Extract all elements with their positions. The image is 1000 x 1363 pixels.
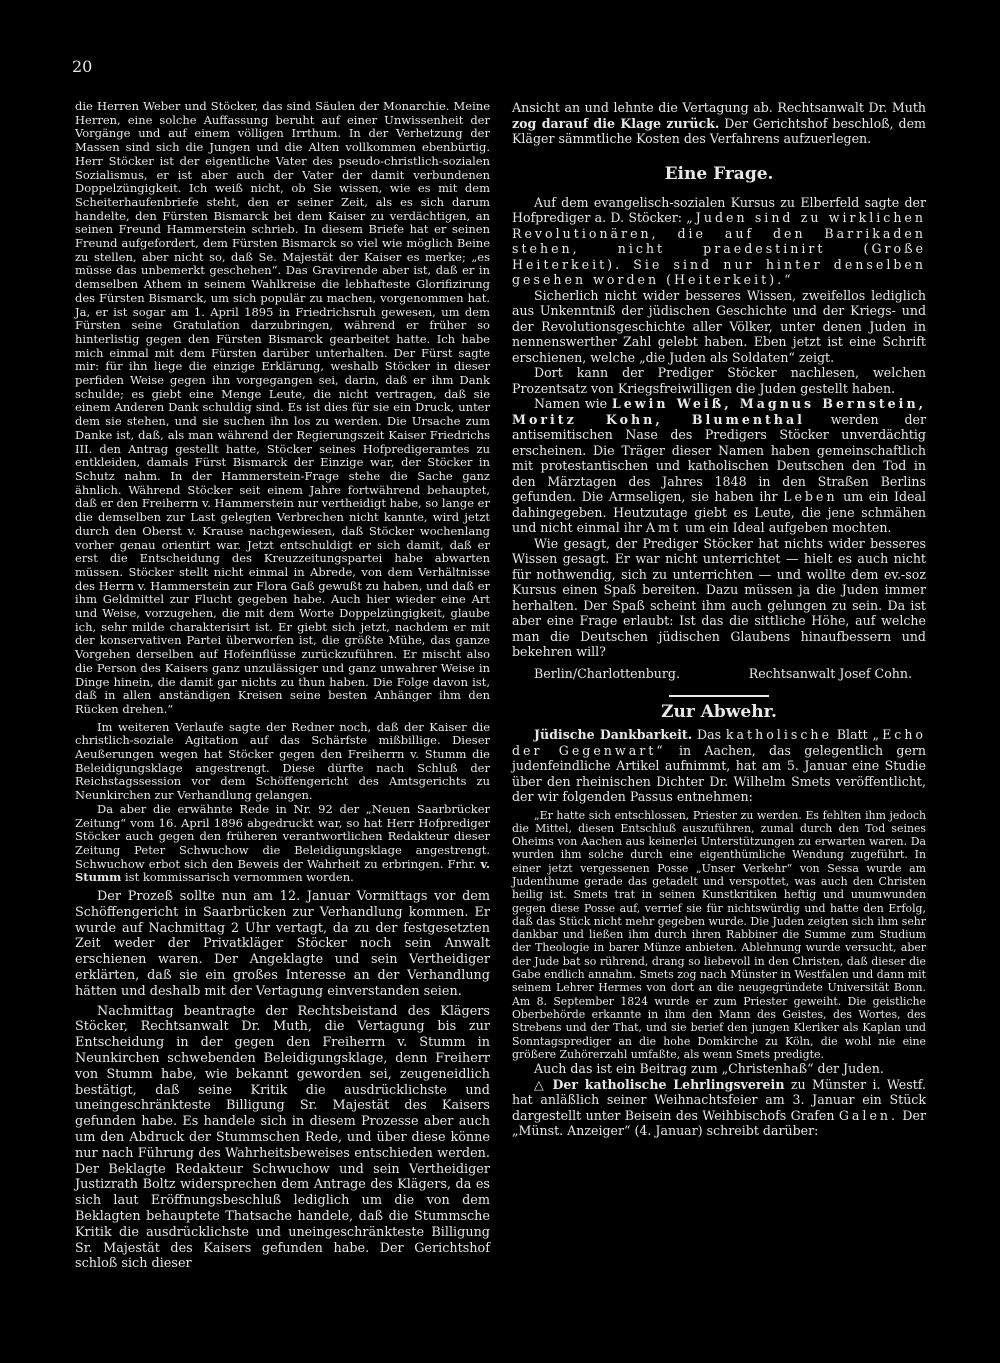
signature-line: [512, 666, 926, 682]
block-quote: „Er hatte sich entschlossen, Priester zu werden. Es fehlten ihm jedoch die Mittel, diesen Entschluß auszuführen, zumal durch den Tod seines Oheims von Aachen aus keinerlei Unterstützungen zu erwarten waren. Da wurden ihm solche durch eine eigenthümliche Wendung zugeführt. In einer jetzt vergessenen Posse „Unser Verkehr“ von Sessa wurde am Judenthume gerade das getadelt und verspottet, was auch den Christen heilig ist. Smets trat in seinen Kunstkritiken heftig und unumwunden gegen diese Posse auf, verrief sie für nichtswürdig und hatte den Erfolg, daß das Stück nicht mehr gegeben wurde. Die Juden zeigten sich ihm sehr dankbar und ließen ihm durch ihren Rabbiner die Summe zum Studium der Theologie in barer Münze anbieten. Ablehnung wurde versucht, aber der Jude bat so rührend, drang so liebevoll in den Christen, daß dieser die Gabe endlich annahm. Smets zog nach Münster in Westfalen und dann mit seinem Lehrer Hermes von dort an die neugegründete Universität Bonn. Am 8. September 1824 wurde er zum Priester geweiht. Die geistliche Oberbehörde erkannte in ihm den Mann des Geistes, des Wortes, des Strebens und der That, und sie berief den jungen Kleriker als Kaplan und Sonntagsprediger an die hohe Domkirche zu Köln, die wohl nie eine größere Zuhörerzahl umfaßte, als wenn Smets predigte.: [512, 808, 926, 1061]
paragraph-text: ist kommissarisch vernommen worden.: [124, 870, 354, 885]
page-number: 20: [72, 57, 93, 76]
paragraph-text: zu Münster i. Westf. hat anläßlich seiner Weihnachtsfeier am 3. Januar ein Stück dargestellt unter Beisein des Weihbischofs Grafen: [512, 1076, 926, 1123]
paragraph: die Herren Weber und Stöcker, das sind Säulen der Monarchie. Meine Herren, eine solche Auffassung beruht auf einer Unwissenheit der Vorgänge und auf einem völligen Irrthum. In der Verhetzung der Massen sind sich die Jungen und die Alten vollkommen ebenbürtig. Herr Stöcker ist der eigentliche Vater des pseudo-christlich-sozialen Sozialismus, er ist aber auch der Vater der damit verbundenen Doppelzüngigkeit. Ich weiß nicht, ob Sie wissen, wie es mit dem Scheiterhaufenbriefe steht, den er seiner Zeit, als es sich darum handelte, den Fürsten Bismarck bei dem Kaiser zu verdächtigen, an seinen Freund Hammerstein schrieb. In diesem Briefe hat er seinen Freund aufgefordert, dem Fürsten Bismarck so viel wie möglich Beine zu stellen, aber nicht so, daß Se. Majestät der Kaiser es merke; „es müsse das unbemerkt geschehen“. Das Gravirende aber ist, daß er in demselben Athem in seinem Wahlkreise die lebhafteste Glorifizirung des Fürsten Bismarck, um sich populär zu machen, vorgenommen hat. Ja, er ist sogar am 1. April 1895 in Friedrichsruh gewesen, um dem Fürsten seine Gratulation darzubringen, während er früher so hinterlistig gegen den Fürsten Bismarck gearbeitet hatte. Ich habe mich einmal mit dem Fürsten darüber unterhalten. Der Fürst sagte mir: für ihn liege die einzige Erklärung, weshalb Stöcker in dieser perfiden Weise gegen ihn vorgegangen sei, darin, daß er ihm Dank schulde; es giebt eine Menge Leute, die nicht vertragen, daß sie einem Anderen Dank schuldig sind. Es ist dies für sie ein Druck, unter dem sie stehen, und sie suchen ihn los zu werden. Die Ursache zum Danke ist, daß, als man während der Regierungszeit Kaiser Friedrichs III. den Antrag gestellt hatte, Stöcker seines Hofpredigeramtes zu entkleiden, damals Fürst Bismarck der Einzige war, der Stöcker in Schutz nahm. In der Hammerstein-Frage stehe die Sache ganz ähnlich. Während Stöcker seit einem Jahre fortwährend behauptet, daß er den Freiherrn v. Hammerstein nur vertheidigt habe, so lange er die demselben zur Last gelegten Verbrechen nicht kannte, wird jetzt durch den Oberst v. Krause nachgewiesen, daß Stöcker wochenlang vorher genau orientirt war. Jetzt entschuldigt er sich damit, daß er erst die Entscheidung des Kreuzzeitungspartei habe abwarten müssen. Stöcker stellt nicht einmal in Abrede, von dem Verhältnisse des Herrn v. Hammerstein zur Flora Gaß gewußt zu haben, und daß er ihm Geldmittel zur Flucht gegeben habe. Auch hier wieder eine Art und Weise, vorzugehen, die mit dem Worte Doppelzüngigkeit, glaube ich, sehr milde charakterisirt ist. Er giebt sich jetzt, nachdem er mit der konservativen Partei überworfen ist, die größte Mühe, das ganze Vorgehen derselben auf Hofeinflüsse zurückzuführen. Er mischt also die Person des Kaisers ganz unzulässiger und ganz unwahrer Weise in Dinge hinein, die damit gar nichts zu thun haben. Die Folge davon ist, daß in allen anständigen Kreisen seine besten Anhänger ihm den Rücken drehen.“: [75, 99, 490, 716]
emphasis-bold: zog darauf die Klage zurück.: [512, 115, 720, 131]
paragraph: [512, 100, 926, 147]
newspaper-name: „Echo der Gegenwart“: [512, 727, 927, 758]
paragraph: Nachmittag beantragte der Rechtsbeistand des Klägers Stöcker, Rechtsanwalt Dr. Muth, die Vertagung bis zur Entscheidung in der gegen den Freiherrn v. Stumm in Neunkirchen schwebenden Beleidigungsklage, denn Freiherr von Stumm habe, wie bekannt geworden sei, zeugeneidlich bestätigt, daß seine Kritik die ausdrücklichste und uneingeschränkteste Billigung Sr. Majestät des Kaisers gefunden habe. Es handele sich in diesem Prozesse aber auch um den Abdruck der Stummschen Rede, und über diese könne nur nach Führung des Wahrheitsbeweises entschieden werden. Der Beklagte Redakteur Schwuchow und sein Vertheidiger Justizrath Boltz widersprechen dem Antrage des Klägers, da es sich laut Eröffnungsbeschluß lediglich um die von dem Beklagten behauptete Thatsache handele, daß die Stummsche Kritik die ausdrücklichste und uneingeschränkteste Billigung Sr. Majestät des Kaisers gefunden habe. Der Gerichtshof schloß sich dieser: [75, 1003, 490, 1272]
paragraph: [512, 1077, 926, 1139]
article-title: Jüdische Dankbarkeit.: [534, 727, 693, 742]
spaced-word: Amt: [645, 520, 682, 535]
paragraph-text: Namen wie: [534, 396, 608, 411]
paragraph: Der Prozeß sollte nun am 12. Januar Vormittags vor dem Schöffengericht in Saarbrücken zur Verhandlung kommen. Er wurde auf Nachmittag 2 Uhr vertagt, da zu der festgesetzten Zeit weder der Privatkläger Stöcker noch sein Anwalt erschienen waren. Der Angeklagte und sein Vertheidiger erklärten, daß sie ein großes Interesse an der Verhandlung hätten und deshalb mit der Vertagung einverstanden seien.: [75, 889, 490, 999]
paragraph: [512, 727, 926, 805]
paragraph-text: Das: [696, 727, 722, 742]
section-heading: Zur Abwehr.: [661, 702, 777, 722]
paragraph: [512, 396, 926, 536]
spaced-word: Galen.: [838, 1107, 899, 1123]
section-rule: [669, 695, 769, 697]
signature-place: Berlin/Charlottenburg.: [534, 665, 680, 681]
signature-name: Rechtsanwalt Josef Cohn.: [748, 665, 912, 681]
paragraph-text: Da aber die erwähnte Rede in Nr. 92 der „Neuen Saarbrücker Zeitung“ vom 16. April 1896 abgedruckt war, so hat Herr Hofprediger Stöcker auch gegen den früheren verantwortlichen Redakteur dieser Zeitung Peter Schwuchow die Beleidigungsklage angestrengt. Schwuchow erbot sich den Beweis der Wahrheit zu erbringen. Frhr.: [75, 801, 490, 871]
paragraph: Auch das ist ein Beitrag zum „Christenhaß“ der Juden.: [534, 1061, 884, 1077]
paragraph-text: um ein Ideal dahingegeben. Heutzutage giebt es Leute, die jene schmähen und nicht einmal ihr: [512, 489, 926, 535]
paragraph-text: um ein Ideal aufgeben mochten.: [685, 520, 892, 535]
paragraph: [75, 803, 490, 885]
paragraph-text: Der „Münst. Anzeiger“ (4. Januar) schreibt darüber:: [512, 1107, 926, 1139]
right-column: [512, 100, 926, 1139]
paragraph-text: Auf dem evangelisch-sozialen Kursus zu Elberfeld sagte der Hofprediger a. D. Stöcker:: [512, 194, 926, 225]
paragraph-text: Der Gerichtshof beschloß, dem Kläger sämmtliche Kosten des Verfahrens aufzuerlegen.: [512, 115, 926, 146]
section-heading: Eine Frage.: [664, 163, 774, 184]
paragraph: Wie gesagt, der Prediger Stöcker hat nichts wider besseres Wissen gesagt. Er war nicht unterrichtet — hielt es auch nicht für nothwendig, sich zu unterrichten — und wollte dem ev.-soz Kursus einen Spaß bereiten. Dazu müssen ja die Juden immer herhalten. Der Spaß scheint ihm auch gelungen zu sein. Da ist aber eine Frage erlaubt: Ist das die sittliche Höhe, auf welche man die Deutschen jüdischen Glaubens hinaufbessern und bekehren will?: [512, 535, 926, 659]
spaced-names: Lewin Weiß, Magnus Bernstein, Moritz Kohn, Blumenthal: [512, 396, 926, 427]
triangle-icon: △: [534, 1076, 547, 1092]
paragraph: [512, 195, 926, 288]
left-column: [75, 100, 490, 1272]
article-title: Der katholische Lehrlingsverein: [552, 1076, 785, 1092]
paragraph-text: werden der antisemitischen Nase des Predigers Stöcker unverdächtig erscheinen. Die Träger dieser Namen haben gemeinschaftlich mit protestantischen und katholischen Deutschen den Tod in den Märztagen des Jahres 1848 in den Straßen Berlins gefunden. Die Armseligen, sie haben ihr: [512, 411, 926, 504]
paragraph: Im weiteren Verlaufe sagte der Redner noch, daß der Kaiser die christlich-soziale Agitation auf das Schärfste mißbillige. Dieser Aeußerungen wegen hat Stöcker gegen den Freiherrn v. Stumm die Beleidigungsklage angestrengt. Diese dürfte nach Schluß der Reichstagssession vor dem Schöffengericht des Amtsgerichts zu Neunkirchen zur Verhandlung gelangen.: [75, 719, 490, 803]
paragraph: Sicherlich nicht wider besseres Wissen, zweifellos lediglich aus Unkenntniß der jüdischen Geschichte und der Kriegs- und der Revolutionsgeschichte aller Völker, unter denen Juden in nennenswerther Zahl gelebt haben. Eben jetzt ist eine Schrift erschienen, welche „die Juden als Soldaten“ zeigt.: [512, 287, 926, 365]
name-bold: v. Stumm: [75, 856, 490, 885]
spaced-quote: „Juden sind zu wirklichen Revolutionären, die auf den Barrikaden stehen, nicht praedestinirt (Große Heiterkeit). Sie sind nur hinter denselben gesehen worden (Heiterkeit).“: [512, 210, 926, 287]
paragraph-text: in Aachen, das gelegentlich gern judenfeindliche Artikel aufnimmt, hat am 5. Januar eine Studie über den rheinischen Dichter Dr. Wilhelm Smets veröffentlicht, der wir folgenden Passus entnehmen:: [512, 742, 926, 804]
spaced-word: Leben: [783, 489, 838, 504]
spaced-word: katholische: [725, 727, 832, 742]
paragraph: Dort kann der Prediger Stöcker nachlesen, welchen Prozentsatz von Kriegsfreiwilligen die Juden gestellt haben.: [512, 365, 926, 396]
paragraph-text: Ansicht an und lehnte die Vertagung ab. Rechtsanwalt Dr. Muth: [512, 100, 926, 115]
paragraph-text: Blatt: [836, 727, 868, 742]
